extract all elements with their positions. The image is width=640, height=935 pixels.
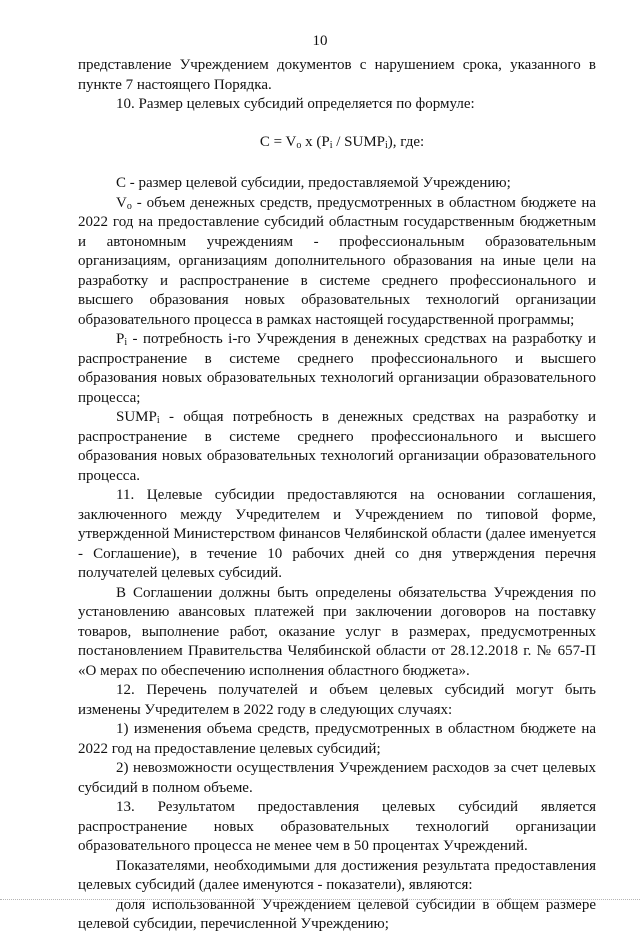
- paragraph-13: 13. Результатом предоставления целевых субсидий является распространение новых образовательных технологий организации образовательного процесса не менее чем в 50 процентах Учреждений.: [78, 799, 596, 854]
- definition-c: С - размер целевой субсидии, предоставляемой Учреждению;: [116, 175, 511, 191]
- definition-sump: $SUMP_i$ - общая потребность в денежных средствах на разработку и распространение в системе среднего профессионального и высшего образования новых образовательных технологий организации образовательного процесса.: [78, 409, 596, 484]
- subsidy-formula: $C = V_o$ x ($P_i$ / $SUMP_i$), где:: [259, 133, 425, 151]
- list-item-1: 1) изменения объема средств, предусмотренных в областном бюджете на 2022 год на предоставление целевых субсидий;: [78, 721, 596, 757]
- page-number: 10: [312, 33, 328, 49]
- paragraph-agreement-obligations: В Соглашении должны быть определены обязательства Учреждения по установлению авансовых платежей при заключении договоров на поставку товаров, выполнение работ, оказание услуг в размерах, предусмотренных постановлением Правительства Челябинской области от 28.12.2018 г. № 657-П «О мерах по обеспечению исполнения областного бюджета».: [78, 584, 596, 679]
- indicator-item: доля использованной Учреждением целевой субсидии в общем размере целевой субсидии, перечисленной Учреждению;: [78, 896, 596, 932]
- paragraph-12: 12. Перечень получателей и объем целевых субсидий могут быть изменены Учредителем в 2022 году в следующих случаях:: [78, 682, 596, 718]
- paragraph-continuation: представление Учреждением документов с нарушением срока, указанного в пункте 7 настоящего Порядка.: [78, 57, 596, 93]
- list-item-2: 2) невозможности осуществления Учреждением расходов за счет целевых субсидий в полном объеме.: [78, 760, 596, 796]
- paragraph-11: 11. Целевые субсидии предоставляются на основании соглашения, заключенного между Учредителем и Учреждением по типовой форме, утвержденной Министерством финансов Челябинской области (далее именуется - Соглашение), в течение 10 рабочих дней со дня утверждения перечня получателей целевых субсидий.: [78, 487, 596, 581]
- definition-v: $V_o$ - объем денежных средств, предусмотренных в областном бюджете на 2022 год на предоставление субсидий областным государственным бюджетным и автономным учреждениям - профессиональным образовательным организациям, организациям дополнительного образования на иные цели на разработку и распространение в системе среднего профессионального и высшего образования новых образовательных технологий организации образовательного процесса в рамках настоящей государственной программы;: [78, 194, 596, 328]
- paragraph-indicators: Показателями, необходимыми для достижения результата предоставления целевых субсидий (далее именуются - показатели), являются:: [78, 857, 596, 893]
- paragraph-10: 10. Размер целевых субсидий определяется по формуле:: [116, 96, 475, 112]
- definition-p: $P_i$ - потребность i-го Учреждения в денежных средствах на разработку и распространение в системе среднего профессионального и высшего образования новых образовательных технологий организации образовательного процесса;: [78, 331, 596, 406]
- scan-edge-line: [0, 899, 640, 900]
- document-body: [78, 56, 596, 935]
